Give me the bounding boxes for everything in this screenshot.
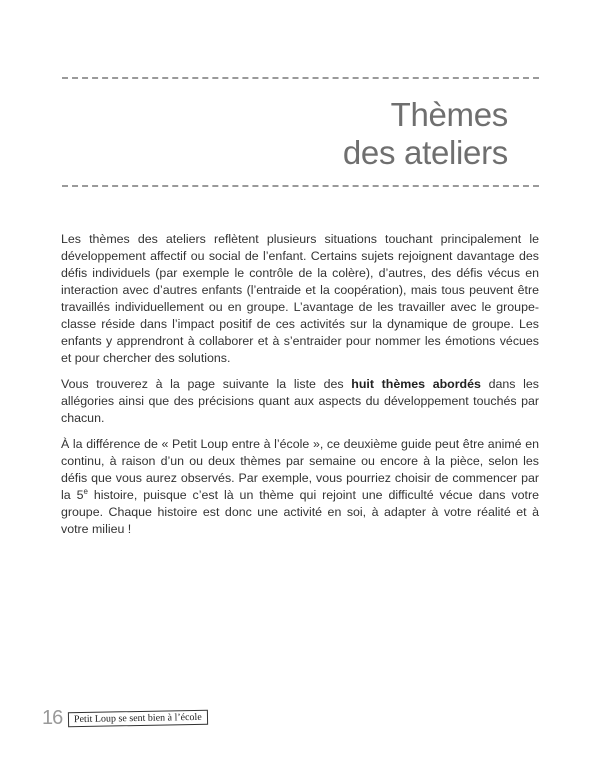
paragraph-2 [61, 376, 539, 427]
body-text [61, 231, 539, 547]
page-number: 16 [42, 706, 63, 729]
paragraph-1: Les thèmes des ateliers reflètent plusieurs situations touchant principalement le développement affectif ou social de l’enfant. Certains sujets rejoignent davantage des défis individuels (par exemple le contrôle de la colère), d’autres, des défis vécus en interaction avec d’autres enfants (l’entraide et la coopération), mais tous peuvent être travaillés individuellement ou en groupe. L’avantage de les travailler avec le groupe-classe réside dans l’impact positif de ces activités sur la dynamique de groupe. Les enfants y apprendront à collaborer et à s’entraider pour nommer les émotions vécues et pour chercher des solutions. [61, 232, 539, 365]
paragraph-2-bold: huit thèmes abordés [351, 377, 481, 391]
page-title [343, 96, 508, 172]
paragraph-2-text-start: Vous trouverez à la page suivante la liste des [61, 377, 352, 391]
top-dashed-divider [62, 77, 539, 79]
title-line-2: des ateliers [342, 134, 508, 171]
paragraph-3-text-end: histoire, puisque c’est là un thème qui rejoint une difficulté vécue dans votre groupe. Chaque histoire est donc une activité en soi, à adapter à votre réalité et à votre milieu ! [61, 488, 539, 536]
paragraph-2-text-end: dans les allégories ainsi que des précisions quant aux aspects du développement touchés par chacun. [61, 377, 539, 425]
paragraph-3 [61, 436, 539, 538]
paragraph-3-superscript: e [83, 486, 88, 496]
bottom-dashed-divider [62, 185, 539, 187]
book-title-label: Petit Loup se sent bien à l’école [68, 709, 208, 726]
page-footer [42, 706, 208, 730]
paragraph-3-text-start: À la différence de « Petit Loup entre à l’école », ce deuxième guide peut être animé en continu, à raison d’un ou deux thèmes par semaine ou encore à la pièce, selon les défis que vous aurez observés. Par exemple, vous pourriez choisir de commencer par la 5 [61, 437, 539, 502]
title-line-1: Thèmes [390, 96, 508, 133]
